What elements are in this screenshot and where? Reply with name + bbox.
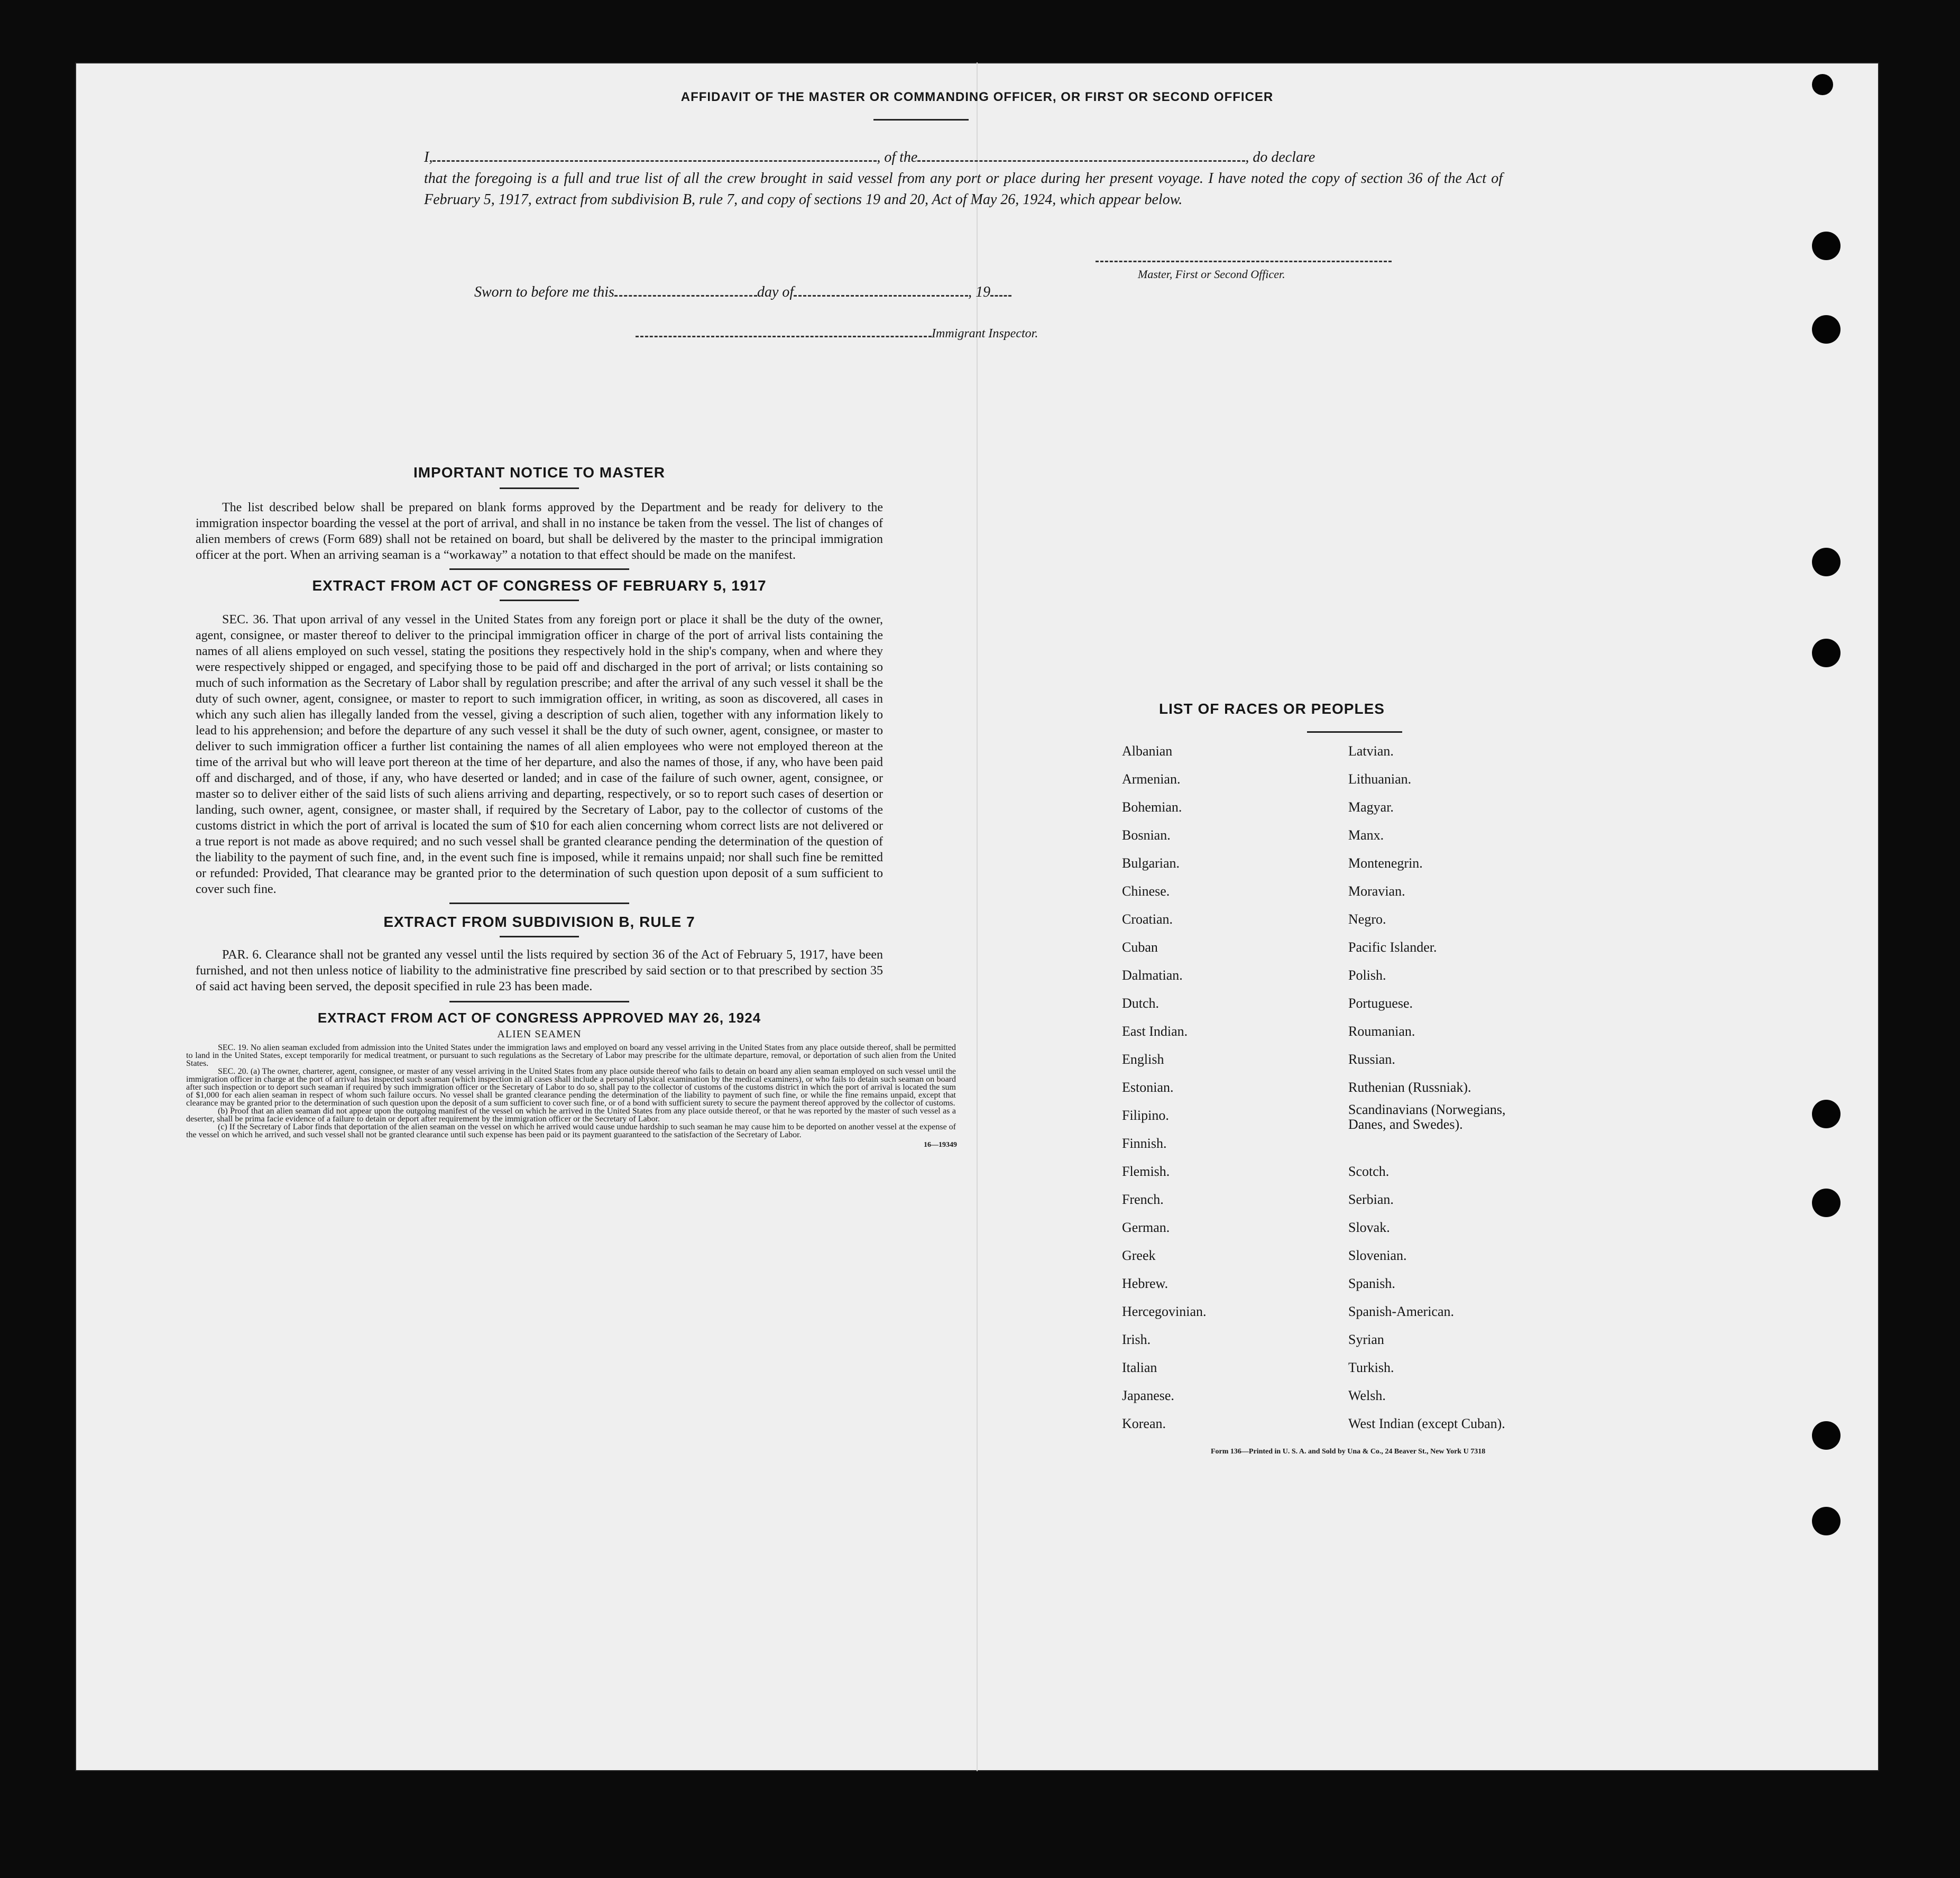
race-item: Dutch.: [1122, 996, 1160, 1011]
race-item: Moravian.: [1348, 883, 1405, 899]
race-item: Cuban: [1122, 940, 1158, 955]
rule-1924-top: [449, 1001, 629, 1002]
race-row: [1122, 996, 1545, 1022]
day-blank: [614, 283, 757, 297]
race-item: Albanian: [1122, 743, 1173, 759]
race-item: Estonian.: [1122, 1080, 1174, 1095]
affidavit-statement: [424, 147, 1503, 210]
race-row: [1122, 1276, 1545, 1302]
inspector-blank: [636, 324, 932, 337]
race-item: Montenegrin.: [1348, 855, 1423, 871]
race-item: Russian.: [1348, 1052, 1395, 1067]
punch-hole: [1812, 232, 1841, 260]
race-item: Spanish-American.: [1348, 1304, 1455, 1319]
left-column: [186, 464, 957, 1149]
master-signature-line: [1096, 261, 1392, 262]
race-row: [1122, 940, 1545, 966]
races-rule: [1307, 731, 1402, 733]
affidavit-i: I,: [424, 149, 433, 165]
affidavit-declare: , do declare: [1245, 149, 1315, 165]
race-item: French.: [1122, 1192, 1164, 1207]
title-rule: [873, 119, 969, 121]
race-item: Latvian.: [1348, 743, 1394, 759]
race-row: [1122, 1332, 1545, 1358]
master-label: Master, First or Second Officer.: [1138, 268, 1285, 281]
rule-1917-top: [449, 568, 629, 570]
race-item: Dalmatian.: [1122, 968, 1183, 983]
punch-hole: [1812, 315, 1841, 344]
affidavit-body: that the foregoing is a full and true list of all the crew brought in said vessel from any port or place during her present voyage. I have noted the copy of section 36 of the Act of February 5, 1917, extract from subdivision B, rule 7, and copy of sections 19 and 20, Act of May 26, 1924, which appear below.: [424, 170, 1503, 208]
race-row: [1122, 1416, 1545, 1442]
race-item: Armenian.: [1122, 771, 1181, 787]
race-item: Scandinavians (Norwegians, Danes, and Swedes).: [1348, 1102, 1506, 1132]
race-item: Magyar.: [1348, 799, 1394, 815]
section-36-text: SEC. 36. That upon arrival of any vessel in the United States from any foreign port or place it shall be the duty of the owner, agent, consignee, or master thereof to deliver to the principal immigration officer in charge of the port of arrival lists containing the names of all aliens employed on such vessel, stating the positions they respectively hold in the ship's company, when and where they were respectively shipped or engaged, and specifying those to be paid off and discharged in the port of arrival; or lists containing so much of such information as the Secretary of Labor shall by regulation prescribe; and after the arrival of any such vessel it shall be the duty of such owner, agent, consignee, or master to report to such immigration officer, in writing, as soon as discovered, all cases in which any such alien has illegally landed from the vessel, giving a description of such alien, together with any information likely to lead to his apprehension; and before the departure of any such vessel it shall be the duty of such owner, agent, consignee, or master to deliver to such immigration officer a further list containing the names of all alien employees who were not employed thereon at the time of the arrival but who will leave port thereon at the time of her departure, and also the names of those, if any, who have been paid off and discharged, and of those, if any, who have deserted or landed; and in case of the failure of such owner, agent, consignee, or master so to deliver either of the said lists of such aliens arriving and departing, respectively, or so to report such cases of desertion or landing, such owner, agent, consignee, or master shall, if required by the Secretary of Labor, pay to the collector of customs of the customs district in which the port of arrival is located the sum of $10 for each alien concerning whom correct lists are not delivered or a true report is not made as above required; and no such vessel shall be granted clearance pending the determination of the question of the liability to the payment of such fine, and, in the event such fine is imposed, while it remains unpaid; nor shall such fine be remitted or refunded: Provided, That clearance may be granted prior to the determination of such question upon deposit of a sum sufficient to cover such fine.: [196, 613, 883, 896]
race-item: Serbian.: [1348, 1192, 1394, 1207]
notice-body: The list described below shall be prepared on blank forms approved by the Department and be ready for delivery to the immigration inspector boarding the vessel at the port of arrival, and shall in no instance be taken from the vessel. The list of changes of alien members of crews (Form 689) shall not be retained on board, but shall be delivered by the master to the principal immigration officer at the port. When an arriving seaman is a “workaway” a notation to that effect should be made on the manifest.: [196, 501, 883, 562]
sworn-year: , 19: [968, 284, 991, 300]
alien-seamen-subtitle: ALIEN SEAMEN: [497, 1028, 582, 1040]
race-row: [1122, 1024, 1545, 1050]
race-item: Scotch.: [1348, 1164, 1390, 1179]
punch-hole: [1812, 1507, 1841, 1535]
race-item: Croatian.: [1122, 912, 1173, 927]
rule-7-title: EXTRACT FROM SUBDIVISION B, RULE 7: [383, 914, 695, 930]
name-blank: [433, 149, 877, 162]
race-item: West Indian (except Cuban).: [1348, 1416, 1505, 1431]
race-row: [1122, 1388, 1545, 1414]
race-item: Greek: [1122, 1248, 1156, 1263]
race-row: [1122, 799, 1545, 826]
race-item: Lithuanian.: [1348, 771, 1412, 787]
race-row: [1122, 1360, 1545, 1386]
punch-hole: [1812, 74, 1833, 95]
punch-hole: [1812, 1421, 1841, 1450]
race-item: Korean.: [1122, 1416, 1166, 1431]
rule-rule7-top: [449, 903, 629, 904]
race-row: [1122, 743, 1545, 770]
fold-line: [977, 62, 978, 1771]
race-item: Spanish.: [1348, 1276, 1395, 1291]
race-row: [1122, 827, 1545, 854]
form-sheet: [75, 62, 1879, 1771]
race-item: Irish.: [1122, 1332, 1151, 1347]
race-row: [1122, 1304, 1545, 1330]
affidavit-of-the: , of the: [877, 149, 918, 165]
inspector-label: Immigrant Inspector.: [932, 327, 1038, 340]
race-item: Hercegovinian.: [1122, 1304, 1207, 1319]
race-item: Italian: [1122, 1360, 1157, 1375]
race-row: [1122, 1102, 1545, 1134]
race-row: [1122, 968, 1545, 994]
sworn-line: [474, 283, 1011, 301]
month-blank: [794, 283, 968, 297]
race-row: [1122, 1248, 1545, 1274]
race-row: [1122, 771, 1545, 798]
race-item: Bosnian.: [1122, 827, 1171, 843]
race-item: Bohemian.: [1122, 799, 1182, 815]
notice-title: IMPORTANT NOTICE TO MASTER: [413, 464, 666, 481]
races-title: LIST OF RACES OR PEOPLES: [1159, 701, 1385, 717]
race-item: Flemish.: [1122, 1164, 1170, 1179]
extract-1917-title: EXTRACT FROM ACT OF CONGRESS OF FEBRUARY 5, 1917: [312, 577, 767, 594]
affidavit-first-line: [424, 147, 1503, 168]
race-item: Welsh.: [1348, 1388, 1386, 1403]
race-item: Pacific Islander.: [1348, 940, 1437, 955]
print-code: 16—19349: [924, 1141, 957, 1149]
race-item: Filipino.: [1122, 1108, 1169, 1123]
rule-rule7: [500, 936, 579, 937]
race-row: [1122, 1136, 1545, 1162]
race-row: [1122, 855, 1545, 882]
punch-hole: [1812, 639, 1841, 667]
race-item: Ruthenian (Russniak).: [1348, 1080, 1471, 1095]
race-item: Slovenian.: [1348, 1248, 1407, 1263]
race-item: German.: [1122, 1220, 1170, 1235]
race-row: [1122, 912, 1545, 938]
race-row: [1122, 1220, 1545, 1246]
race-item: Syrian: [1348, 1332, 1384, 1347]
race-item: Chinese.: [1122, 883, 1170, 899]
rule-1917: [500, 600, 579, 601]
race-item: East Indian.: [1122, 1024, 1188, 1039]
sworn-day-of: day of: [757, 284, 794, 300]
year-blank: [990, 283, 1011, 297]
notice-rule: [500, 487, 579, 489]
section-20a-text: SEC. 20. (a) The owner, charterer, agent, consignee, or master of any vessel arriving in the United States from any place outside thereof who fails to detain on board any alien seaman employed on such vessel until the immigration officer in charge at the port of arrival has inspected such seaman (which inspection in all cases shall include a personal physical examination by the medical examiners), or who fails to detain such seaman on board after such inspection or to deport such seaman if required by such immigration officer or the Secretary of Labor to do so, shall pay to the collector of customs of the customs district in which the port of arrival is located the sum of $1,000 for each alien seaman in respect of whom such failure occurs. No vessel shall be granted clearance pending the determination of the liability to payment of such fine, or while the fine remains unpaid, except that clearance may be granted prior to the determination of such question upon the deposit of a sum sufficient to cover such fine, or of a bond with sufficient surety to secure the payment thereof approved by the collector of customs.: [186, 1067, 956, 1108]
race-item: Hebrew.: [1122, 1276, 1168, 1291]
inspector-line: [636, 324, 1038, 341]
punch-hole: [1812, 1100, 1841, 1128]
race-item: Japanese.: [1122, 1388, 1174, 1403]
section-20c-text: (c) If the Secretary of Labor finds that deportation of the alien seaman on the vessel on which he arrived would cause undue hardship to such seaman he may cause him to be deported on another vessel at the expense of the vessel on which he arrived, and such vessel shall not be granted clearance until such expense has been paid or its payment guaranteed to the satisfaction of the Secretary of Labor.: [186, 1122, 956, 1139]
race-item: Polish.: [1348, 968, 1386, 983]
race-item: Finnish.: [1122, 1136, 1167, 1151]
punch-hole: [1812, 548, 1841, 576]
race-item: Slovak.: [1348, 1220, 1390, 1235]
extract-1924-title: EXTRACT FROM ACT OF CONGRESS APPROVED MAY 26, 1924: [317, 1010, 761, 1026]
race-item: Manx.: [1348, 827, 1384, 843]
race-row: [1122, 1192, 1545, 1218]
punch-hole: [1812, 1189, 1841, 1217]
affidavit-title: AFFIDAVIT OF THE MASTER OR COMMANDING OFFICER, OR FIRST OR SECOND OFFICER: [680, 90, 1274, 104]
race-item: Negro.: [1348, 912, 1386, 927]
race-item: English: [1122, 1052, 1164, 1067]
section-19-text: SEC. 19. No alien seaman excluded from admission into the United States under the immigration laws and employed on board any vessel arriving in the United States from any place outside thereof, shall be permitted to land in the United States, except temporarily for medical treatment, or pursuant to such regulations as the Secretary of Labor may prescribe for the ultimate departure, removal, or deportation of such alien from the United States.: [186, 1043, 956, 1068]
race-row: [1122, 883, 1545, 910]
race-item: Bulgarian.: [1122, 855, 1180, 871]
form-print-note: Form 136—Printed in U. S. A. and Sold by Una & Co., 24 Beaver St., New York U 7318: [1211, 1448, 1486, 1456]
race-item: Turkish.: [1348, 1360, 1394, 1375]
race-item: Portuguese.: [1348, 996, 1413, 1011]
section-20b-text: (b) Proof that an alien seaman did not appear upon the outgoing manifest of the vessel on which he arrived in the United States from any place outside thereof, or that he was reported by the master of such vessel as a deserter, shall be prima facie evidence of a failure to detain or deport after requirement by the immigration officer or the Secretary of Labor.: [186, 1107, 956, 1124]
sworn-prefix: Sworn to before me this: [474, 284, 614, 300]
race-row: [1122, 1052, 1545, 1078]
paragraph-6-text: PAR. 6. Clearance shall not be granted any vessel until the lists required by section 36 of the Act of February 5, 1917, have been furnished, and not then unless notice of liability to the administrative fine prescribed by said section or to that prescribed by section 35 of said act having been served, the deposit specified in rule 23 has been made.: [196, 948, 883, 993]
vessel-blank: [917, 149, 1245, 162]
race-row: [1122, 1164, 1545, 1190]
race-item: Roumanian.: [1348, 1024, 1415, 1039]
